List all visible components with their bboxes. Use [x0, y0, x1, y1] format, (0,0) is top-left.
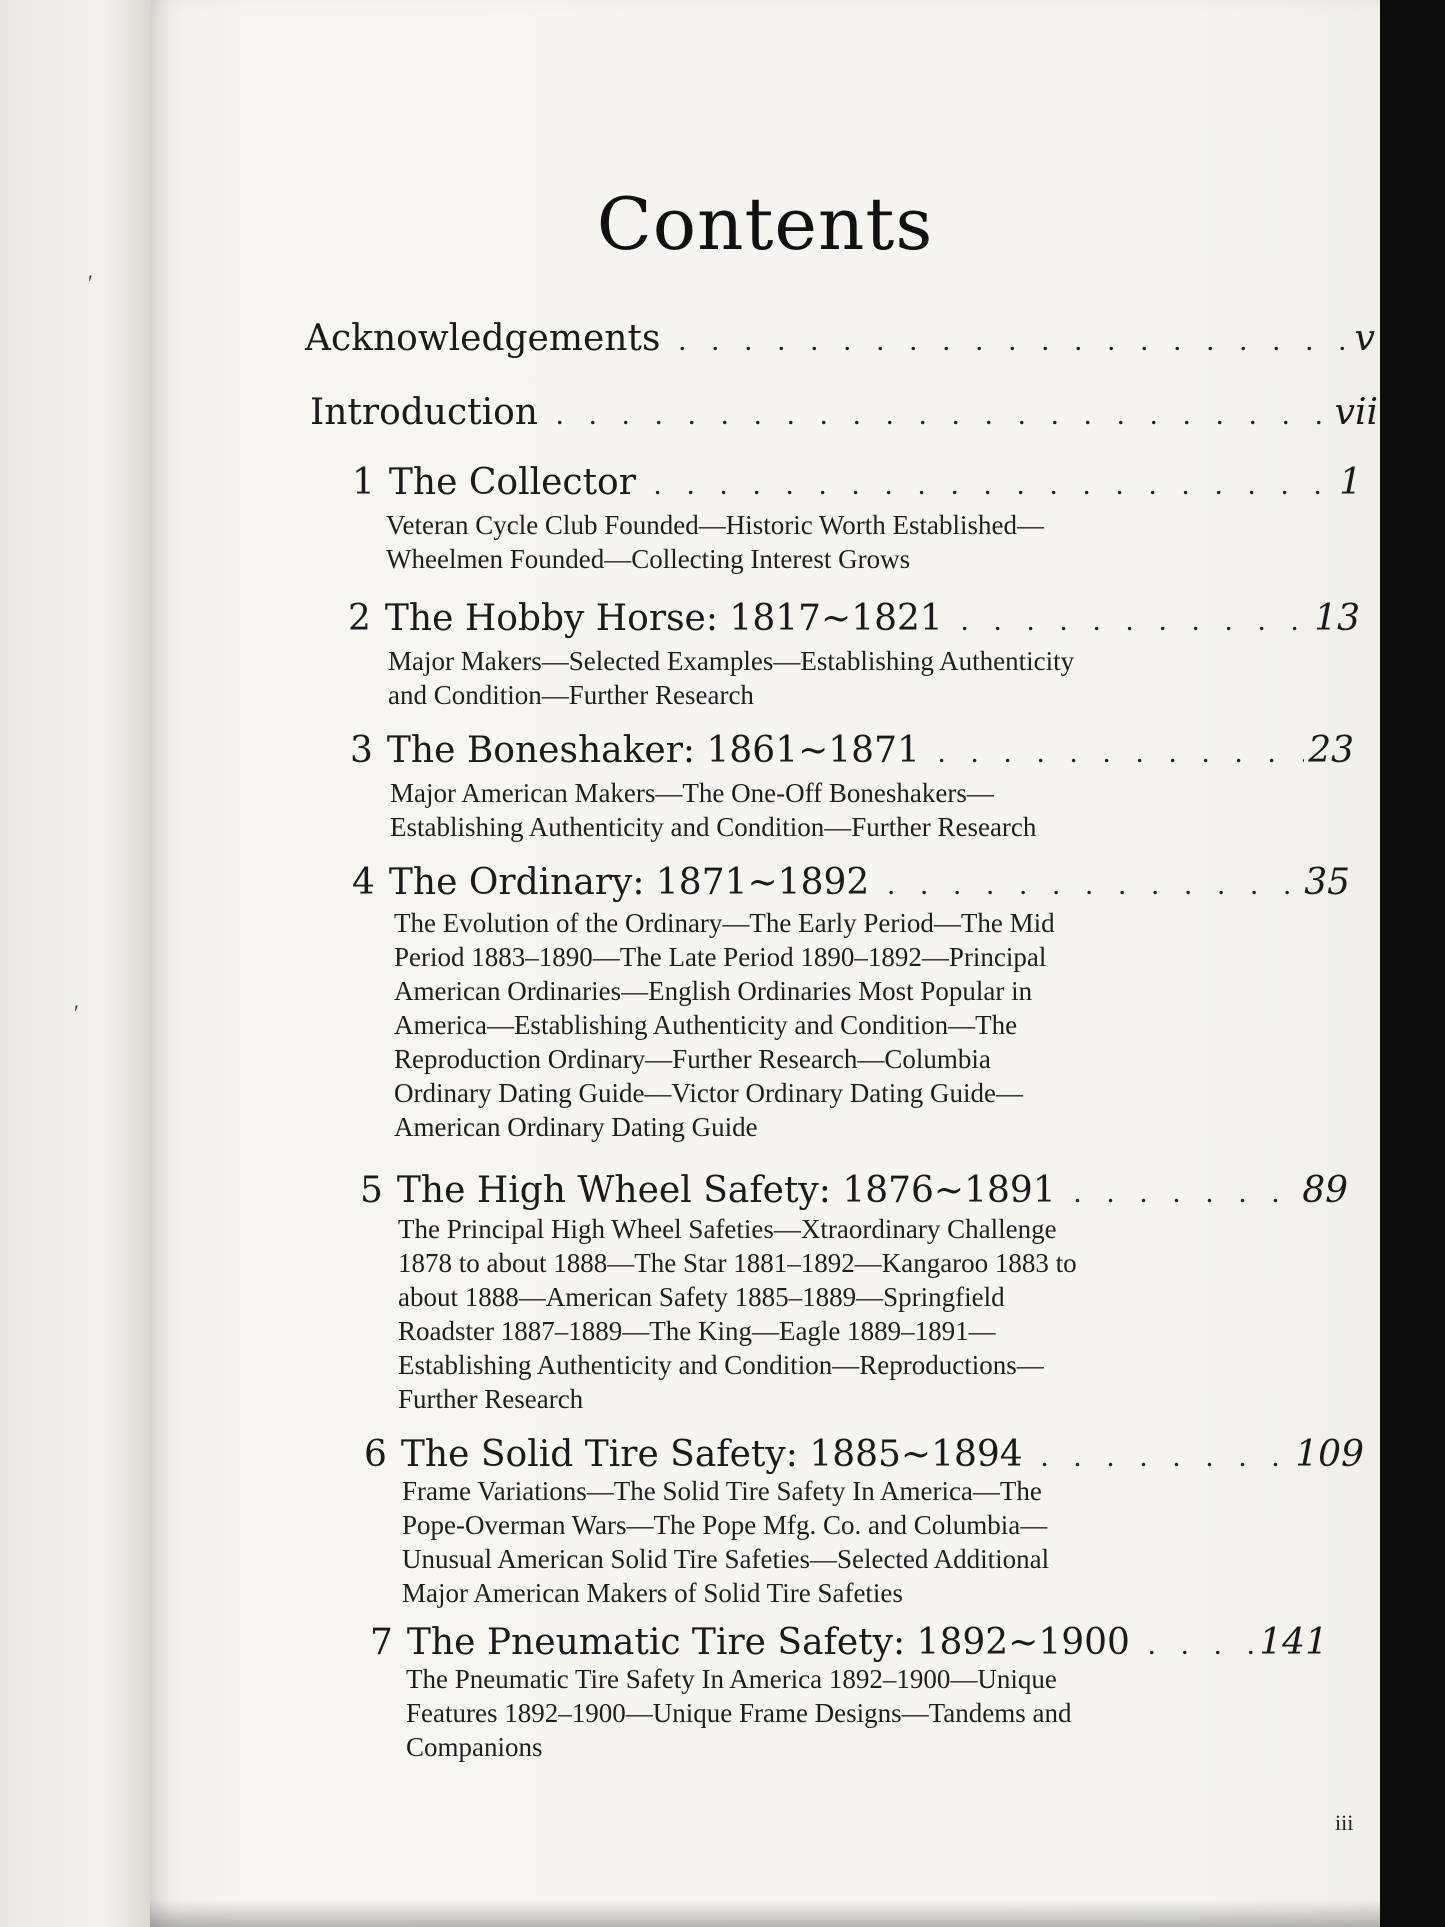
toc-page-number: 23 — [1308, 730, 1354, 771]
summary-line: about 1888—American Safety 1885–1889—Springfield — [398, 1282, 1005, 1312]
toc-entry-title: The Boneshaker: 1861~1871 — [386, 730, 920, 771]
chapter-number: 2 — [348, 598, 371, 639]
summary-line: Major Makers—Selected Examples—Establishing Authenticity — [388, 646, 1075, 676]
toc-entry-introduction[interactable] — [310, 392, 1378, 433]
toc-entry-chapter-2[interactable] — [348, 598, 1360, 639]
toc-page-number: 141 — [1259, 1622, 1328, 1663]
chapter-6-summary — [402, 1474, 1049, 1610]
dot-leader — [678, 324, 1350, 358]
toc-page-number: 13 — [1314, 598, 1360, 639]
toc-entry-title: Introduction — [310, 392, 538, 433]
toc-entry-chapter-1[interactable] — [352, 462, 1362, 503]
summary-line: Pope-Overman Wars—The Pope Mfg. Co. and Columbia— — [402, 1510, 1048, 1540]
chapter-number: 4 — [352, 862, 375, 903]
summary-line: American Ordinary Dating Guide — [394, 1112, 758, 1142]
toc-page-number: 109 — [1295, 1434, 1364, 1475]
toc-entry-chapter-5[interactable] — [360, 1170, 1348, 1211]
summary-line: Ordinary Dating Guide—Victor Ordinary Dating Guide— — [394, 1078, 1023, 1108]
toc-entry-title: The Collector — [388, 462, 636, 503]
toc-page-number: 35 — [1304, 862, 1350, 903]
chapter-3-summary — [390, 776, 1036, 844]
toc-entry-chapter-7[interactable] — [370, 1622, 1328, 1663]
toc-entry-title: The Solid Tire Safety: 1885~1894 — [400, 1434, 1023, 1475]
summary-line: Period 1883–1890—The Late Period 1890–1892—Principal — [394, 942, 1047, 972]
dot-leader — [961, 604, 1310, 638]
chapter-1-summary — [386, 508, 1044, 576]
toc-entry-title: The High Wheel Safety: 1876~1891 — [396, 1170, 1056, 1211]
facing-page-edge — [0, 0, 150, 1927]
chapter-7-summary — [406, 1662, 1072, 1764]
chapter-5-summary — [398, 1212, 1077, 1416]
page-title: Contents — [596, 182, 934, 266]
chapter-number: 1 — [352, 462, 375, 503]
chapter-number: 5 — [360, 1170, 383, 1211]
summary-line: The Pneumatic Tire Safety In America 1892–1900—Unique — [406, 1664, 1057, 1694]
chapter-4-summary — [394, 906, 1055, 1144]
toc-page-number: 89 — [1302, 1170, 1348, 1211]
dot-leader — [1148, 1628, 1255, 1662]
book-page — [150, 0, 1380, 1927]
dot-leader — [1041, 1440, 1292, 1474]
toc-entry-title: Acknowledgements — [305, 318, 661, 359]
toc-page-number: v — [1354, 318, 1375, 359]
page-speck: ′ — [74, 1000, 79, 1025]
chapter-2-summary — [388, 644, 1074, 712]
summary-line: Wheelmen Founded—Collecting Interest Grows — [386, 544, 911, 574]
chapter-number: 6 — [364, 1434, 387, 1475]
page-bottom-shadow — [150, 1900, 1380, 1927]
toc-entry-acknowledgements[interactable] — [305, 318, 1375, 359]
toc-page-number: 1 — [1339, 462, 1362, 503]
summary-line: Establishing Authenticity and Condition—Further Research — [390, 812, 1037, 842]
summary-line: Veteran Cycle Club Founded—Historic Worth Established— — [386, 510, 1044, 540]
chapter-number: 7 — [370, 1622, 393, 1663]
toc-entry-title: The Ordinary: 1871~1892 — [388, 862, 870, 903]
dot-leader — [654, 468, 1335, 502]
dot-leader — [887, 868, 1300, 902]
summary-line: Major American Makers of Solid Tire Safeties — [402, 1578, 903, 1608]
summary-line: Frame Variations—The Solid Tire Safety In America—The — [402, 1476, 1042, 1506]
summary-line: Companions — [406, 1732, 543, 1762]
toc-entry-chapter-4[interactable] — [352, 862, 1350, 903]
toc-entry-title: The Hobby Horse: 1817~1821 — [384, 598, 943, 639]
dot-leader — [556, 398, 1331, 432]
summary-line: The Evolution of the Ordinary—The Early Period—The Mid — [394, 908, 1055, 938]
toc-page-number: vii — [1334, 392, 1378, 433]
summary-line: American Ordinaries—English Ordinaries Most Popular in — [394, 976, 1033, 1006]
toc-entry-chapter-6[interactable] — [364, 1434, 1364, 1475]
summary-line: Reproduction Ordinary—Further Research—Columbia — [394, 1044, 991, 1074]
dot-leader — [938, 736, 1304, 770]
summary-line: and Condition—Further Research — [388, 680, 754, 710]
summary-line: Unusual American Solid Tire Safeties—Selected Additional — [402, 1544, 1050, 1574]
dot-leader — [1074, 1176, 1298, 1210]
page-folio: iii — [1335, 1810, 1354, 1835]
summary-line: America—Establishing Authenticity and Condition—The — [394, 1010, 1018, 1040]
summary-line: 1878 to about 1888—The Star 1881–1892—Kangaroo 1883 to — [398, 1248, 1077, 1278]
toc-entry-chapter-3[interactable] — [350, 730, 1354, 771]
chapter-number: 3 — [350, 730, 373, 771]
toc-entry-title: The Pneumatic Tire Safety: 1892~1900 — [406, 1622, 1130, 1663]
summary-line: Establishing Authenticity and Condition—Reproductions— — [398, 1350, 1044, 1380]
page-speck: ′ — [88, 270, 93, 295]
summary-line: Major American Makers—The One-Off Boneshakers— — [390, 778, 994, 808]
summary-line: Roadster 1887–1889—The King—Eagle 1889–1891— — [398, 1316, 996, 1346]
summary-line: Further Research — [398, 1384, 584, 1414]
summary-line: Features 1892–1900—Unique Frame Designs—Tandems and — [406, 1698, 1072, 1728]
summary-line: The Principal High Wheel Safeties—Xtraordinary Challenge — [398, 1214, 1057, 1244]
